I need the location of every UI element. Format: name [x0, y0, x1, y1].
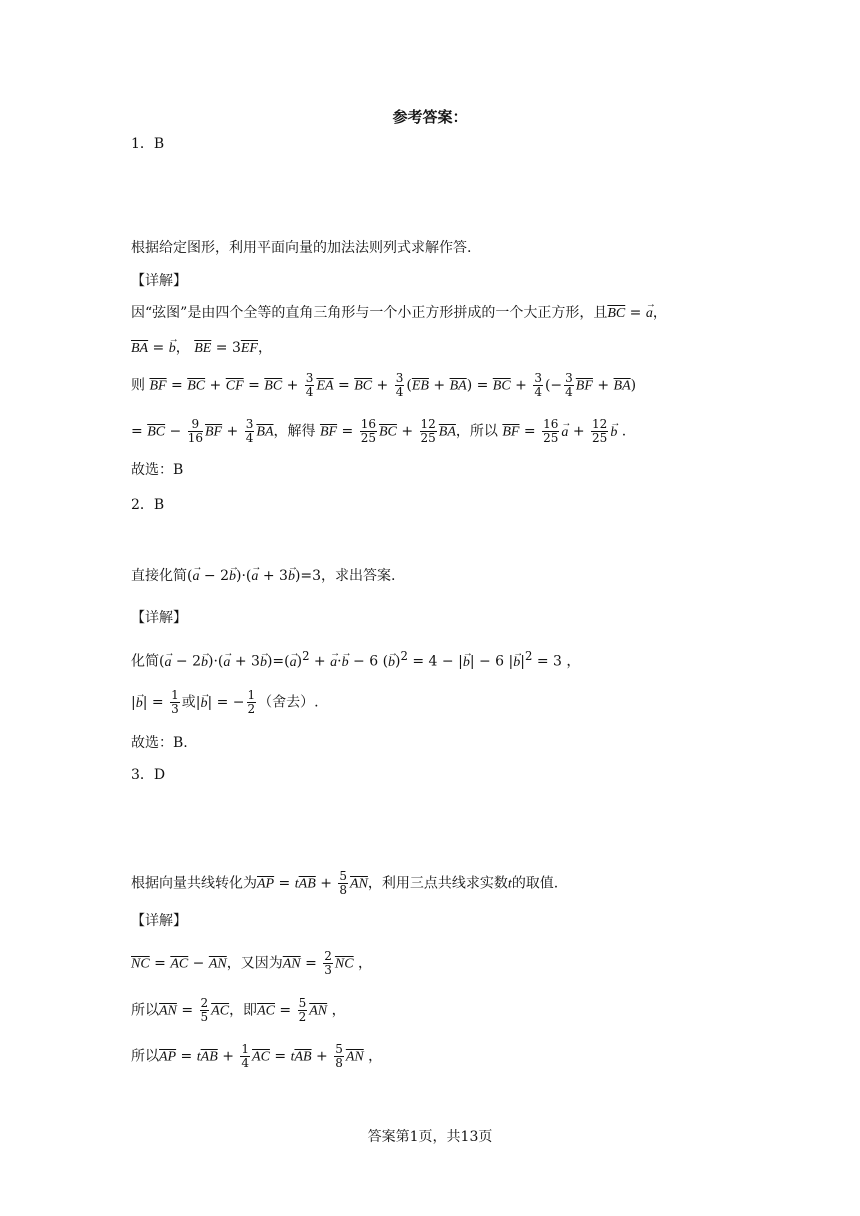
- q1-line3: 则 $\overline{BF} = \overline{BC} + \overline{CF} = \overline{BC}$ + $\frac{3}{4}$ $\overline{EA} = \overline{BC}$ + $\frac{3}{4}$ $(\overline{EB} + \overline{BA}) = \overline{BC}$ + $\frac{3}{4}$ (− $\frac{3}{4}$ $\overline{BF} + \overline{BA}$): [131, 371, 637, 399]
- q2-or: 或: [181, 694, 196, 711]
- q1-conclusion: 故选：B: [131, 462, 184, 478]
- q2-analysis-prefix: 直接化简: [131, 568, 187, 584]
- answer-1: 1．B: [131, 136, 165, 152]
- q3-analysis: 根据向量共线转化为$\overline{AP} = t\overline{AB}$ + $\frac{5}{8}$ $\overline{AN}$，利用三点共线求实数t的取值.: [131, 869, 559, 897]
- q1-detail-tag: 【详解】: [131, 273, 187, 289]
- q3-analysis-suffix: ，利用三点共线求实数: [367, 875, 508, 892]
- q2-line1: 化简(→ $a - 2\to b)\cdot(\to a + 3\to b)=(\to a)^2$ + → a·→ b − 6 (→ b)$^2$ = 4 − |→ b| − 6 |→ $b|^2 = 3$ ，: [131, 646, 580, 673]
- q3-also: ，又因为: [226, 955, 283, 972]
- q1-line1-text: 因“弦图”是由四个全等的直角三角形与一个小正方形拼成的一个大正方形，且: [131, 305, 608, 321]
- page-footer: 答案第1页，共13页: [367, 1129, 493, 1145]
- q3-line3: 所以$\overline{AP} = t\overline{AB}$ + $\frac{1}{4}$ $\overline{AC} = t\overline{AB}$ + $\frac{5}{8}$ $\overline{AN}$ ，: [131, 1042, 383, 1070]
- q3-namely: ，即: [229, 1002, 258, 1019]
- answer-2: 2．B: [131, 497, 165, 513]
- q1-line4: = $\overline{BC}$ − $\frac{9}{16}$ $\overline{BF}$ + $\frac{3}{4}$ $\overline{BA}$，解得 $\overline{BF}$ = $\frac{16}{25}$ $\overline{BC}$ + $\frac{12}{25}$ $\overline{BA}$，所以 $\overline{BF}$ = $\frac{16}{25}$ → a + $\frac{12}{25}$ → b .: [131, 418, 626, 445]
- q2-line2: |→ b| = $\frac{1}{3}$ 或|→ b| = − $\frac{1}{2}$ （舍去）.: [131, 689, 319, 716]
- q1-analysis: 根据给定图形，利用平面向量的加法法则列式求解作答.: [131, 240, 472, 256]
- q3-so-2: 所以: [131, 1048, 159, 1065]
- q2-conclusion: 故选：B.: [131, 735, 188, 751]
- q2-discard: （舍去）.: [258, 694, 319, 711]
- q2-analysis: 直接化简(→ a − 2→ b)·(→ a + 3→ b)=3，求出答案.: [131, 566, 396, 587]
- q2-simplify: 化简: [131, 653, 159, 670]
- q2-analysis-suffix: ，求出答案.: [321, 568, 396, 584]
- q3-line1: $\overline{NC} = \overline{AC} - \overline{AN}$，又因为$\overline{AN}$ = $\frac{2}{3}$ $\overline{NC}$ ，: [131, 949, 373, 977]
- q2-detail-tag: 【详解】: [131, 610, 187, 626]
- q1-line1: 因“弦图”是由四个全等的直角三角形与一个小正方形拼成的一个大正方形，且$\overline{BC}$ = → a，: [131, 303, 667, 324]
- q3-line2: 所以$\overline{AN}$ = $\frac{2}{5}$ $\overline{AC}$，即$\overline{AC}$ = $\frac{5}{2}$ $\overline{AN}$ ，: [131, 996, 346, 1024]
- q3-analysis-end: 的取值.: [511, 875, 559, 892]
- answer-3: 3．D: [131, 767, 166, 783]
- q1-line2: $\overline{BA}$ = → b， $\overline{BE} = 3\overline{EF}$，: [131, 338, 272, 359]
- q3-detail-tag: 【详解】: [131, 913, 187, 929]
- q3-so-1: 所以: [131, 1002, 159, 1019]
- q3-analysis-prefix: 根据向量共线转化为: [131, 875, 257, 892]
- page-title: 参考答案：: [392, 108, 468, 126]
